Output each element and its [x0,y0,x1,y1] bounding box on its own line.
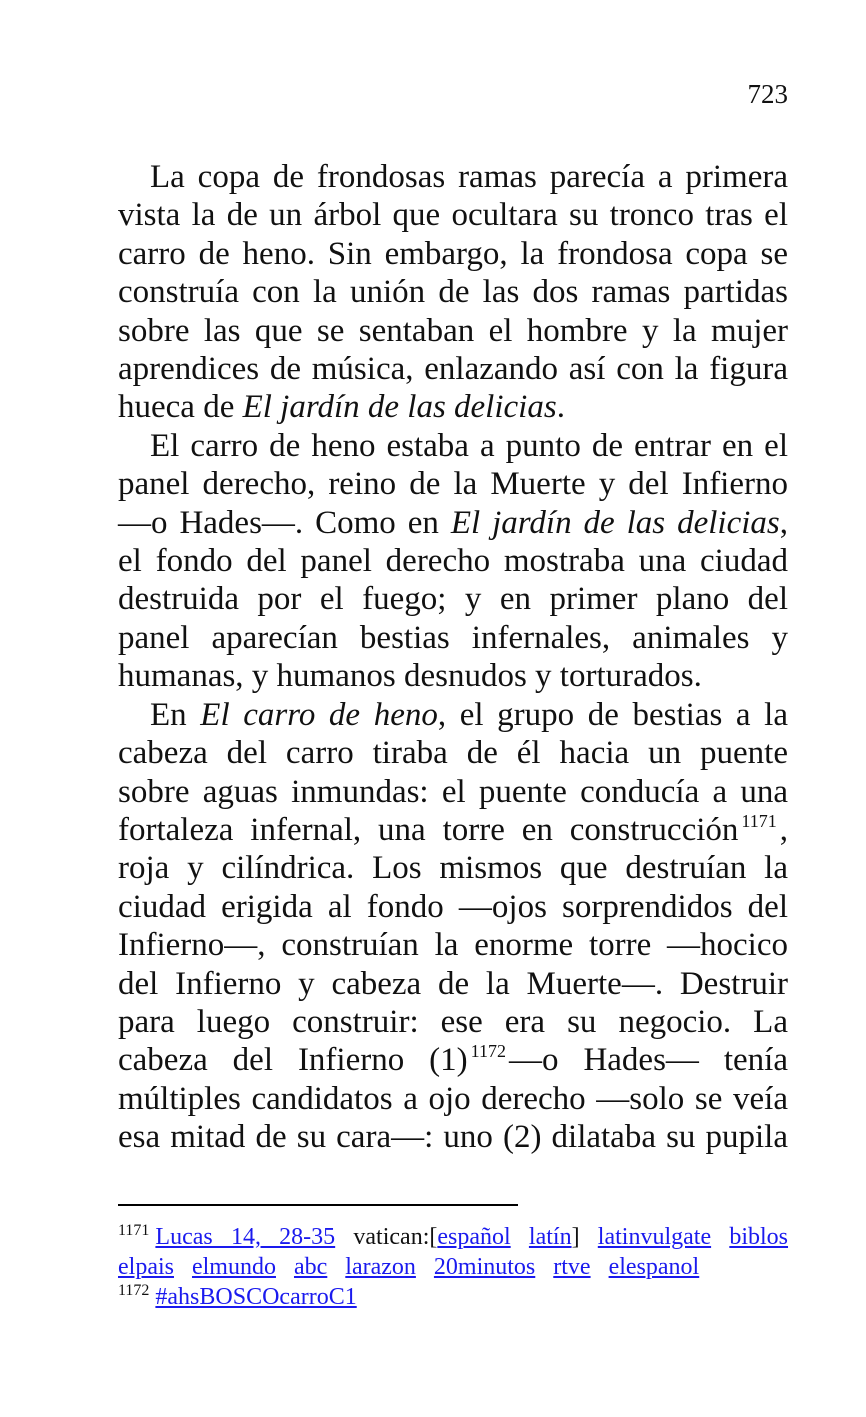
link-biblos[interactable]: biblos [729,1224,789,1250]
italic-title: El jardín de las delicias [450,504,780,541]
text-run: , [779,504,788,541]
text-line: sobre aguas inmundas: el puente conducía a una [118,773,788,810]
text-line: destruida por el fuego; y en primer plano del [118,581,788,618]
text-line [118,504,788,542]
text-line: carro de heno. Sin embargo, la frondosa copa se [118,235,788,272]
italic-title: El carro de heno [200,696,438,733]
text-line: Infierno—, construían la enorme torre —hocico [118,927,788,964]
footnote-1172-line1 [118,1282,788,1312]
text-line: ciudad erigida al fondo —ojos sorprendidos del [118,888,788,925]
text-line: cabeza del carro tiraba de él hacia un puente [118,735,788,772]
link-20minutos[interactable]: 20minutos [433,1254,536,1280]
text-run: —o Hades—. Como en [118,504,451,541]
text-line: el fondo del panel derecho mostraba una ciudad [118,543,788,580]
text-line: humanas, y humanos desnudos y torturados. [118,658,702,695]
link-larazon[interactable]: larazon [345,1254,416,1280]
text-line: sobre las que se sentaban el hombre y la mujer [118,312,788,349]
footnote-divider [118,1204,518,1206]
bracket-close: ] [571,1224,580,1250]
link-ahsbosco[interactable]: #ahsBOSCOcarroC1 [155,1284,357,1310]
footnotes [118,1222,788,1312]
footnote-ref-1172[interactable]: 1172 [470,1041,506,1062]
text-line: vista la de un árbol que ocultara su tronco tras el [118,197,788,234]
text-line: del Infierno y cabeza de la Muerte—. Destruir [118,965,788,1002]
link-elmundo[interactable]: elmundo [191,1254,276,1280]
text-run: En [150,696,201,733]
footnote-1171-line1 [118,1222,788,1252]
text-line: roja y cilíndrica. Los mismos que destruían la [118,850,788,887]
text-line: panel derecho, reino de la Muerte y del Infierno [118,466,788,503]
text-run: —o Hades— tenía [509,1042,788,1079]
footnote-ref-1171[interactable]: 1171 [741,810,777,831]
footnote-marker: 1172 [118,1282,150,1299]
link-abc[interactable]: abc [293,1254,328,1280]
link-elespanol[interactable]: elespanol [608,1254,700,1280]
link-espanol[interactable]: español [437,1224,511,1250]
text-line: El carro de heno estaba a punto de entrar en el [150,427,788,464]
footnote-marker: 1171 [118,1222,150,1239]
text-run: . [556,389,565,426]
text-run: , el grupo de bestias a la [437,696,788,733]
text-line [118,696,788,734]
text-line: aprendices de música, enlazando así con la figura [118,351,788,388]
text-line: esa mitad de su cara—: uno (2) dilataba su pupila [118,1119,788,1156]
link-latin[interactable]: latín [528,1224,572,1250]
vatican-label: vatican:[ [353,1224,438,1250]
text-line [118,1041,788,1079]
link-lucas[interactable]: Lucas 14, 28-35 [155,1224,336,1250]
body-text [118,158,788,1157]
text-line [118,811,788,849]
text-run: fortaleza infernal, una torre en construcción [118,811,739,848]
text-line [118,388,788,426]
text-run: , [779,811,788,848]
text-run: cabeza del Infierno (1) [118,1042,468,1079]
link-elpais[interactable]: elpais [118,1254,174,1280]
text-line: La copa de frondosas ramas parecía a primera [150,159,788,195]
footnote-1171-line2 [118,1252,788,1282]
text-line: múltiples candidatos a ojo derecho —solo se veía [118,1080,788,1117]
page-number: 723 [747,79,788,109]
text-run: hueca de [118,389,243,426]
text-line: panel aparecían bestias infernales, animales y [118,619,788,656]
link-rtve[interactable]: rtve [553,1254,591,1280]
link-latinvulgate[interactable]: latinvulgate [597,1224,712,1250]
italic-title: El jardín de las delicias [242,389,557,426]
text-line: para luego construir: ese era su negocio. La [118,1003,788,1040]
text-line: construía con la unión de las dos ramas partidas [118,274,788,311]
